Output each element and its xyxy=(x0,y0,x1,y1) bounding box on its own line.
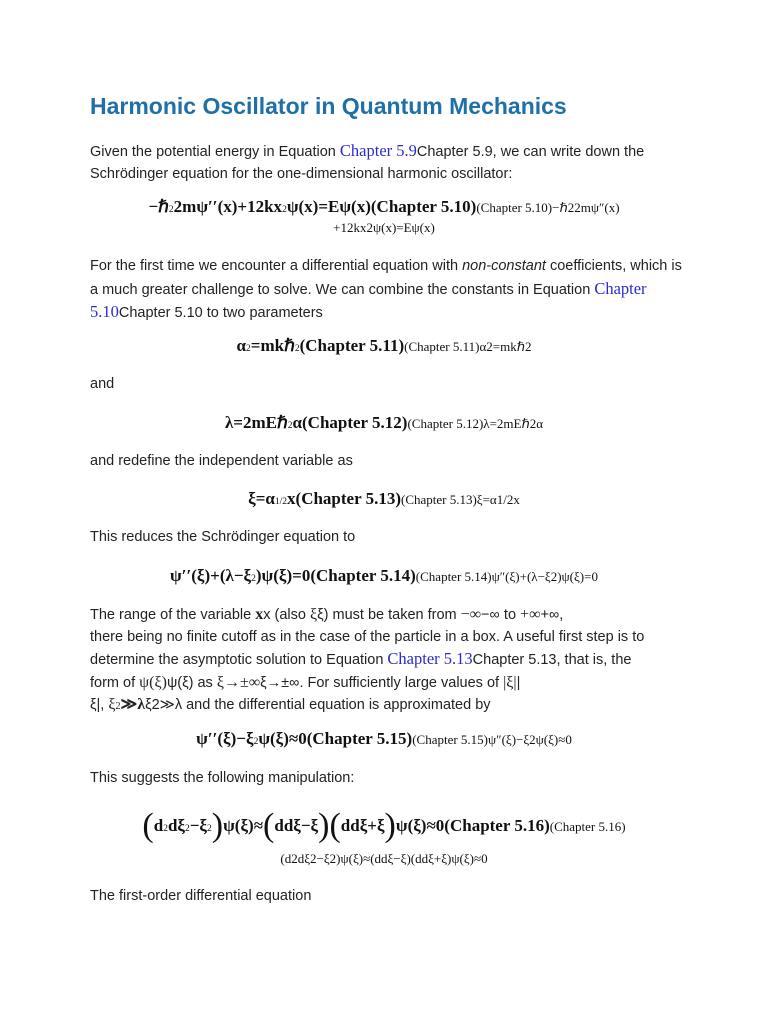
paragraph-manipulation: This suggests the following manipulation: xyxy=(90,770,355,786)
math-sub: 2 xyxy=(168,205,174,215)
math-text: 2mψ′′(x)+12kx xyxy=(173,197,283,216)
math-text: )ψ(ξ)=0(Chapter 5.14) xyxy=(255,566,416,585)
math-text: ξ→±∞ xyxy=(216,673,261,691)
equation-5-14 xyxy=(0,566,768,586)
math-alt-text: (Chapter 5.12)λ=2mEℏ2α xyxy=(407,416,544,431)
math-alt-text: (Chapter 5.11)α2=mkℏ2 xyxy=(404,339,532,354)
math-text: ξ xyxy=(310,606,318,623)
math-text: (Chapter 5.11) xyxy=(299,336,405,355)
math-text: ξ=α xyxy=(248,489,275,508)
paragraph-reduces: This reduces the Schrödinger equation to xyxy=(90,529,356,545)
paragraph-text: determine the asymptotic solution to Equation xyxy=(90,652,388,668)
math-sub: 2 xyxy=(115,701,121,712)
link-plain-text: Chapter 5.10 xyxy=(118,305,203,321)
paragraph-text: Given the potential energy in Equation xyxy=(90,144,340,160)
math-sub: 2 xyxy=(207,824,212,834)
math-sub: 2 xyxy=(282,205,287,215)
math-sub: 2 xyxy=(253,737,259,747)
math-text: ψ′′(ξ)+(λ−ξ xyxy=(170,566,252,585)
math-sub: 2 xyxy=(246,344,251,354)
math-alt-text: (Chapter 5.16) xyxy=(549,819,626,834)
link-plain-text: Chapter 5.13 xyxy=(472,652,557,668)
paragraph-text: there being no finite cutoff as in the case of the particle in a box. A useful first step is to xyxy=(90,628,645,645)
math-text: |ξ| xyxy=(503,673,517,691)
math-text: x(Chapter 5.13) xyxy=(287,489,401,508)
paragraph-text: ξ→±∞. For sufficiently large values of xyxy=(260,674,504,691)
paragraph-text: ξ2≫λ and the differential equation is approximated by xyxy=(145,697,491,713)
math-text: λ=2mEℏ xyxy=(224,413,288,432)
equation-link-5-13[interactable]: Chapter 5.13 xyxy=(387,649,473,668)
math-text: ψ(ξ)≈0(Chapter 5.15) xyxy=(258,729,413,748)
paragraph-text: +∞, xyxy=(540,607,564,623)
paragraph-first-order: The first-order differential equation xyxy=(90,888,312,904)
equation-5-12 xyxy=(0,413,768,433)
math-text: x xyxy=(255,606,264,623)
math-text: −ℏ xyxy=(148,197,169,216)
equation-link-5-10[interactable]: Chapter 5.10 xyxy=(90,278,647,321)
paragraph-text: x (also xyxy=(263,607,310,623)
equation-5-15 xyxy=(0,729,768,749)
math-alt-text: (Chapter 5.10)−ℏ22mψ″(x) xyxy=(476,200,620,215)
paragraph-and: and xyxy=(90,376,115,392)
paragraph-text: −∞ to xyxy=(481,607,521,623)
math-text: +∞ xyxy=(520,606,541,623)
paragraph-text: , we can write down the Schrödinger equation for the one-dimensional harmonic oscillator: xyxy=(90,144,645,182)
math-sub: 2 xyxy=(287,421,293,431)
math-text: α(Chapter 5.12) xyxy=(292,413,408,432)
math-paren: ) xyxy=(211,807,224,844)
math-paren: ) xyxy=(384,807,396,844)
math-text: ddξ+ξ xyxy=(340,816,385,835)
math-alt-text: (Chapter 5.15)ψ″(ξ)−ξ2ψ(ξ)≈0 xyxy=(412,732,572,747)
page-title: Harmonic Oscillator in Quantum Mechanics xyxy=(90,93,567,119)
equation-5-13 xyxy=(0,489,768,509)
equation-5-10-continuation: +12kx2ψ(x)=Eψ(x) xyxy=(333,220,435,235)
math-text: α xyxy=(236,336,247,355)
math-text: d xyxy=(153,816,164,835)
equation-link-5-9[interactable]: Chapter 5.9 xyxy=(339,141,417,160)
math-sub: 2 xyxy=(185,824,190,834)
math-text: −∞ xyxy=(460,606,482,623)
math-text: ψ′′(ξ)−ξ xyxy=(196,729,254,748)
math-alt-text: (Chapter 5.13)ξ=α1/2x xyxy=(400,492,520,507)
math-sub: 2 xyxy=(294,344,300,354)
math-paren: ( xyxy=(329,807,341,844)
math-text: ψ(ξ)≈0(Chapter 5.16) xyxy=(395,816,550,835)
math-text: ξ xyxy=(108,696,116,713)
math-alt-text: (Chapter 5.14)ψ″(ξ)+(λ−ξ2)ψ(ξ)=0 xyxy=(415,569,598,584)
equation-5-11 xyxy=(0,336,768,356)
paragraph-text: , that is, the form of xyxy=(90,652,632,691)
link-plain-text: Chapter 5.9 xyxy=(416,144,493,160)
math-text: −ξ xyxy=(189,816,208,835)
math-paren: ( xyxy=(142,807,154,844)
equation-5-16-continuation: (d2dξ2−ξ2)ψ(ξ)≈(ddξ−ξ)(ddξ+ξ)ψ(ξ)≈0 xyxy=(280,851,488,866)
paragraph-text: ξ|, xyxy=(90,697,109,713)
math-sub: 2 xyxy=(251,574,256,584)
emphasis-text: non-constant xyxy=(462,258,546,274)
math-text: ψ(ξ) xyxy=(139,673,167,691)
equation-5-10 xyxy=(0,197,768,217)
math-text: ≫λ xyxy=(120,696,146,713)
math-text: ddξ−ξ xyxy=(274,816,319,835)
paragraph-text: | xyxy=(516,674,521,691)
paragraph-text: For the first time we encounter a differential equation with xyxy=(90,258,463,274)
math-text: ψ(x)=Eψ(x)(Chapter 5.10) xyxy=(286,197,477,216)
paragraph-text: ξ) must be taken from xyxy=(317,607,461,623)
math-text: =mkℏ xyxy=(250,336,295,355)
paragraph-intro xyxy=(90,140,690,185)
math-paren: ( xyxy=(263,807,275,844)
math-text: ψ(ξ)≈ xyxy=(223,816,264,835)
paragraph-text: coefficients, which is a much greater challenge to solve. We can combine the constants in Equation xyxy=(90,258,682,298)
paragraph-text: ψ(ξ) as xyxy=(166,674,217,691)
equation-5-16 xyxy=(0,807,768,845)
math-paren: ) xyxy=(318,807,330,844)
math-sub: 1/2 xyxy=(274,497,288,507)
paragraph-text: The range of the variable xyxy=(90,607,256,623)
paragraph-redefine: and redefine the independent variable as xyxy=(90,453,353,469)
math-text: dξ xyxy=(167,816,185,835)
math-sub: 2 xyxy=(163,824,168,834)
paragraph-range xyxy=(90,604,690,718)
paragraph-text: to two parameters xyxy=(202,305,323,321)
paragraph-coefficients xyxy=(90,256,690,325)
